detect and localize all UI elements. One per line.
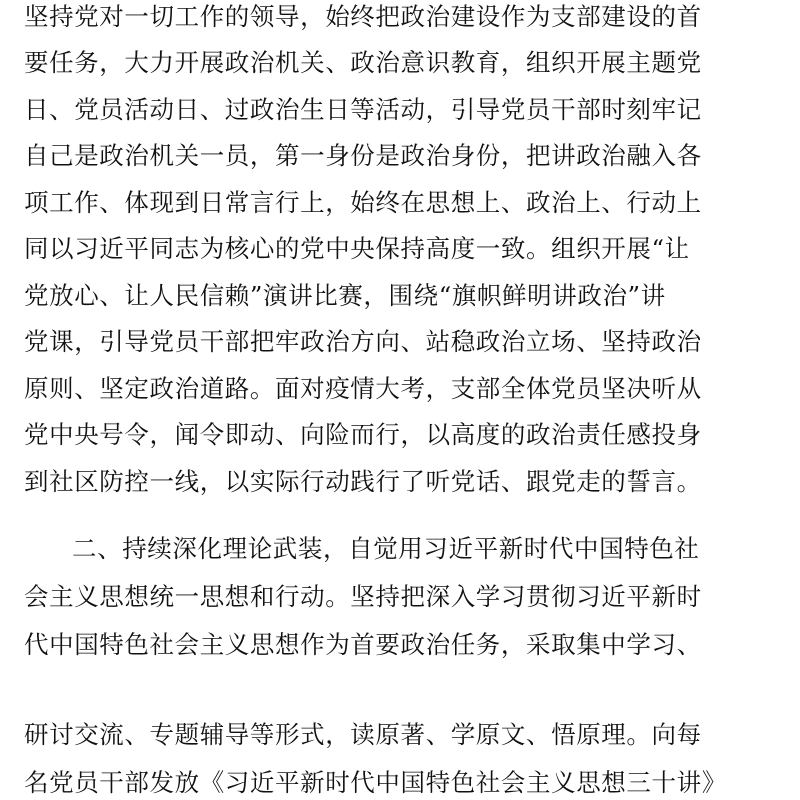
paragraph-line: 会主义思想统一思想和行动。坚持把深入学习贯彻习近平新时 xyxy=(24,582,702,611)
paragraph-line: 日、党员活动日、过政治生日等活动，引导党员干部时刻牢记 xyxy=(24,95,702,124)
paragraph-line: 同以习近平同志为核心的党中央保持高度一致。组织开展“让 xyxy=(24,234,690,263)
paragraph-line: 项工作、体现到日常言行上，始终在思想上、政治上、行动上 xyxy=(24,188,702,217)
paragraph-line: 原则、坚定政治道路。面对疫情大考，支部全体党员坚决听从 xyxy=(24,374,702,403)
paragraph-line: 坚持党对一切工作的领导，始终把政治建设作为支部建设的首 xyxy=(24,2,702,31)
paragraph-line: 党中央号令，闻令即动、向险而行，以高度的政治责任感投身 xyxy=(24,420,702,449)
paragraph-line: 到社区防控一线，以实际行动践行了听党话、跟党走的誓言。 xyxy=(24,467,702,496)
paragraph-line: 党放心、让人民信赖”演讲比赛，围绕“旗帜鲜明讲政治”讲 xyxy=(24,281,666,310)
paragraph-line: 党课，引导党员干部把牢政治方向、站稳政治立场、坚持政治 xyxy=(24,327,702,356)
paragraph-line: 研讨交流、专题辅导等形式，读原著、学原文、悟原理。向每 xyxy=(24,720,702,749)
paragraph-line: 要任务，大力开展政治机关、政治意识教育，组织开展主题党 xyxy=(24,48,702,77)
section-heading-line: 二、持续深化理论武装，自觉用习近平新时代中国特色社 xyxy=(72,534,700,563)
paragraph-line: 名党员干部发放《习近平新时代中国特色社会主义思想三十讲》 xyxy=(24,768,727,797)
paragraph-line: 代中国特色社会主义思想作为首要政治任务，采取集中学习、 xyxy=(24,630,702,659)
paragraph-line: 自己是政治机关一员，第一身份是政治身份，把讲政治融入各 xyxy=(24,141,702,170)
